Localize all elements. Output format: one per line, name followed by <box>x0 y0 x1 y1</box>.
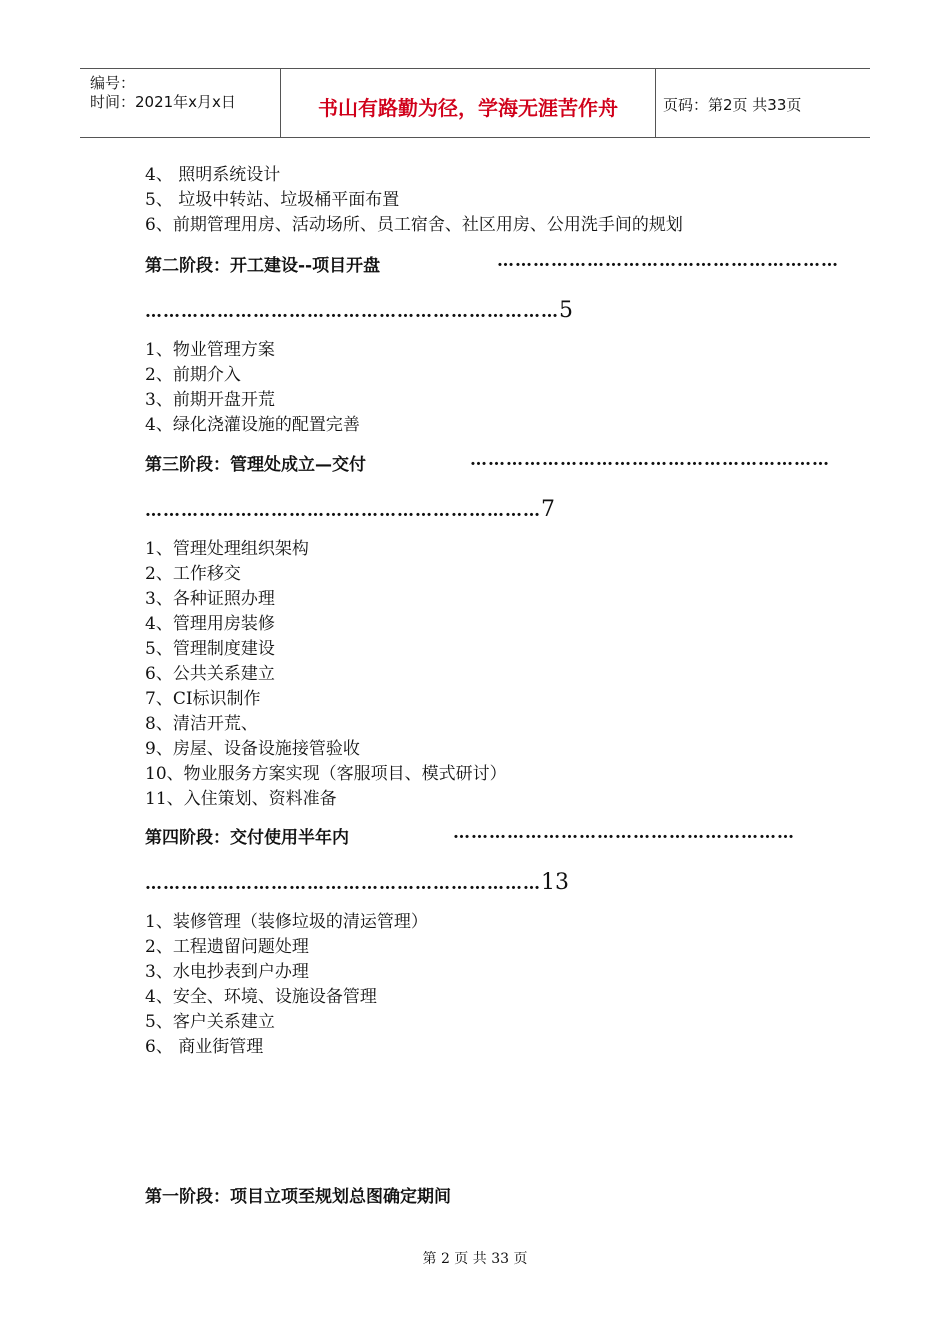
toc-stage4-title[interactable]: 第四阶段：交付使用半年内 <box>145 828 349 848</box>
list-item: 4、 照明系统设计 <box>145 165 281 185</box>
list-item: 3、水电抄表到户办理 <box>145 962 309 982</box>
list-item: 2、工作移交 <box>145 564 241 584</box>
section-heading: 第一阶段：项目立项至规划总图确定期间 <box>145 1187 451 1207</box>
list-item: 9、房屋、设备设施接管验收 <box>145 739 360 759</box>
list-item: 11、入住策划、资料准备 <box>145 789 337 809</box>
list-item: 4、管理用房装修 <box>145 614 275 634</box>
list-item: 1、物业管理方案 <box>145 340 275 360</box>
list-item: 2、工程遗留问题处理 <box>145 937 309 957</box>
toc-leader-dots: ………………………………………………… <box>497 251 839 271</box>
header-page-cell <box>655 69 870 137</box>
header-motto: 书山有路勤为径，学海无涯苦作舟 <box>318 96 618 120</box>
document-number-label: 编号： <box>90 74 136 92</box>
toc-leader-dots: ………………………………………………… <box>453 823 795 843</box>
list-item: 4、安全、环境、设施设备管理 <box>145 987 377 1007</box>
list-item: 5、管理制度建设 <box>145 639 275 659</box>
toc-leader-line <box>145 870 569 895</box>
list-item: 5、 垃圾中转站、垃圾桶平面布置 <box>145 190 400 210</box>
list-item: 6、前期管理用房、活动场所、员工宿舍、社区用房、公用洗手间的规划 <box>145 215 683 235</box>
header-info-cell <box>80 69 280 137</box>
list-item: 10、物业服务方案实现（客服项目、模式研讨） <box>145 764 507 784</box>
list-item: 6、公共关系建立 <box>145 664 275 684</box>
list-item: 1、装修管理（装修垃圾的清运管理） <box>145 912 428 932</box>
header-page-info: 页码：第2页 共33页 <box>663 96 802 114</box>
list-item: 4、绿化浇灌设施的配置完善 <box>145 415 360 435</box>
list-item: 3、前期开盘开荒 <box>145 390 275 410</box>
document-time-label: 时间：2021年x月x日 <box>90 93 236 111</box>
page-header <box>80 68 870 138</box>
toc-leader-dots: …………………………………………………… <box>470 450 830 470</box>
toc-stage3-title[interactable]: 第三阶段：管理处成立—交付 <box>145 455 366 475</box>
toc-page-number: 13 <box>541 870 569 895</box>
toc-leader-dots: …………………………………………………………… <box>145 302 559 322</box>
list-item: 7、CI标识制作 <box>145 689 261 709</box>
list-item: 8、清洁开荒、 <box>145 714 258 734</box>
toc-leader-line <box>145 497 555 522</box>
toc-leader-dots: ………………………………………………………… <box>145 874 541 894</box>
list-item: 5、客户关系建立 <box>145 1012 275 1032</box>
header-motto-cell <box>280 69 656 137</box>
toc-page-number: 7 <box>541 497 555 522</box>
list-item: 3、各种证照办理 <box>145 589 275 609</box>
list-item: 2、前期介入 <box>145 365 241 385</box>
toc-page-number: 5 <box>559 298 573 323</box>
toc-leader-dots: ………………………………………………………… <box>145 501 541 521</box>
list-item: 6、 商业街管理 <box>145 1037 264 1057</box>
toc-stage2-title[interactable]: 第二阶段：开工建设--项目开盘 <box>145 256 381 276</box>
toc-leader-line <box>145 298 573 323</box>
list-item: 1、管理处理组织架构 <box>145 539 309 559</box>
page-footer: 第 2 页 共 33 页 <box>422 1251 528 1267</box>
